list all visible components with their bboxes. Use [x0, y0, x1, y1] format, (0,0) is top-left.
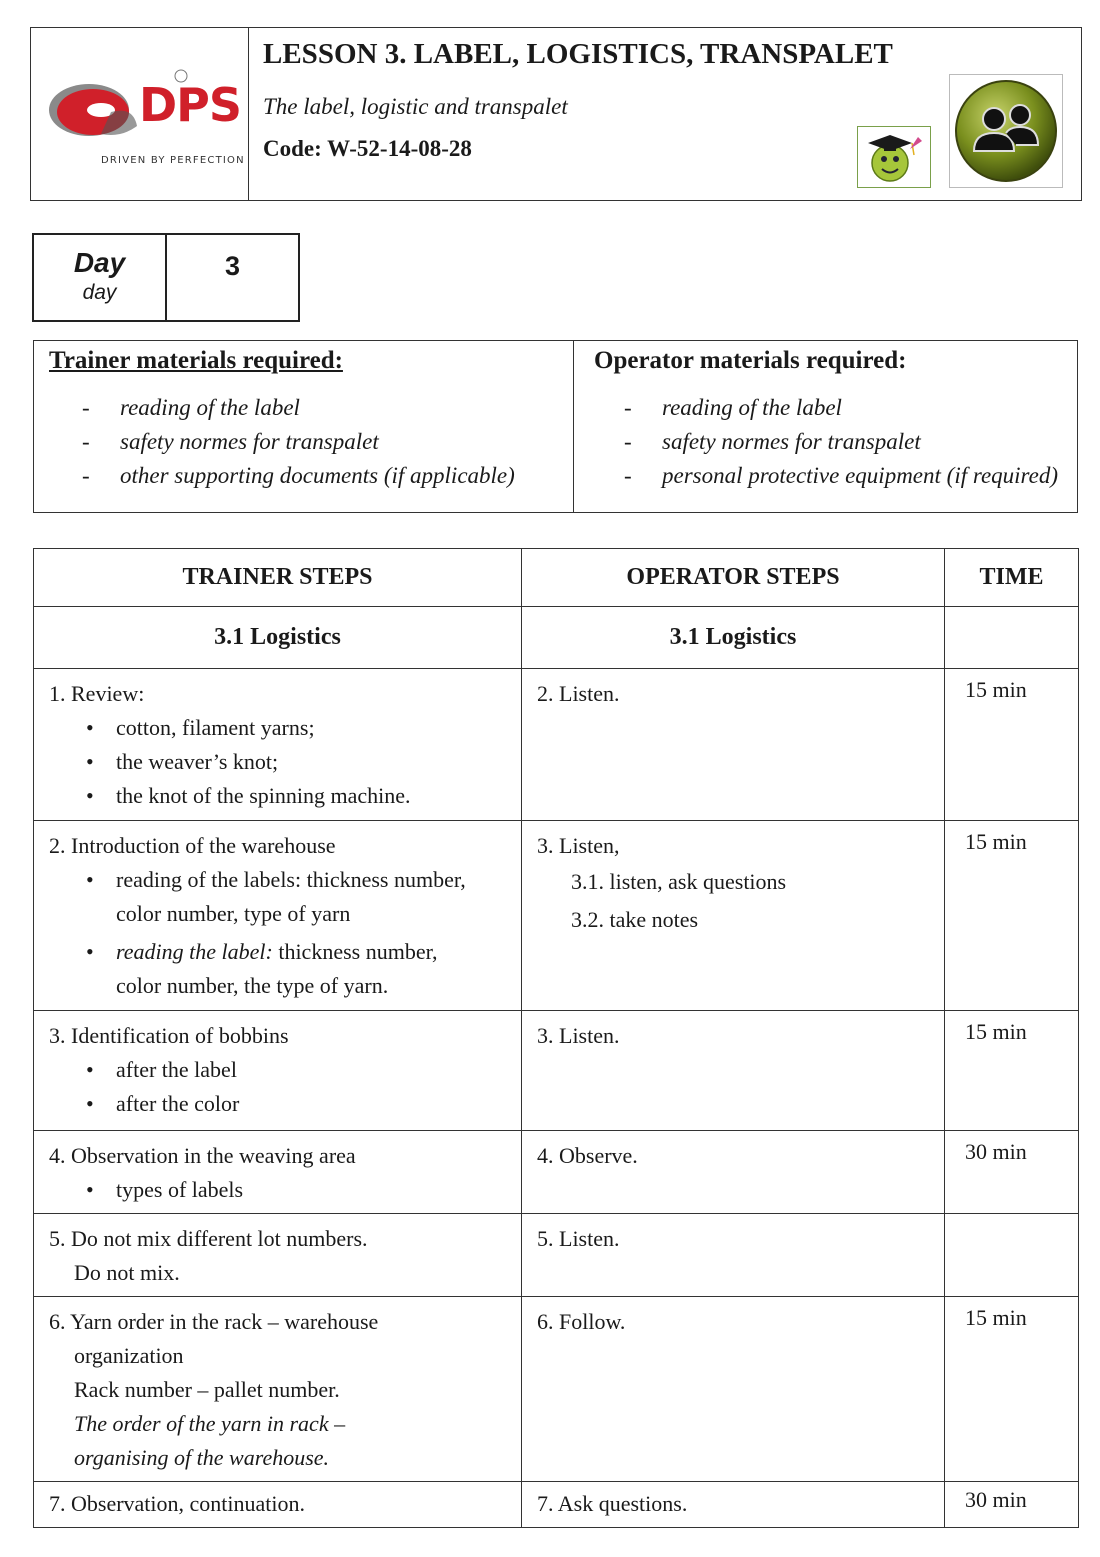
table-row	[34, 1131, 1079, 1214]
bullet-item: • the knot of the spinning machine.	[49, 779, 507, 813]
trainer-step-cell: 2. Introduction of the warehouse • reading of the labels: thickness number, color number, type of yarn • reading the label: thickness number, color number, the type of yarn.	[34, 821, 522, 1011]
operator-materials-list	[624, 391, 1058, 493]
bullet-item: • types of labels	[49, 1173, 507, 1207]
lesson-header	[30, 27, 1082, 201]
time-header: TIME	[945, 549, 1079, 607]
trainer-step-cell: 7. Observation, continuation.	[34, 1482, 522, 1528]
operator-step-cell: 4. Observe.	[522, 1131, 945, 1214]
bullet-item: • cotton, filament yarns;	[49, 711, 507, 745]
trainer-step-cell: 5. Do not mix different lot numbers. Do not mix.	[34, 1214, 522, 1297]
table-row	[34, 1214, 1079, 1297]
operator-step-cell: 7. Ask questions.	[522, 1482, 945, 1528]
time-cell: 30 min	[945, 1131, 1079, 1214]
bullet-item: • after the color	[49, 1087, 507, 1121]
time-cell: 15 min	[945, 1297, 1079, 1482]
list-item: - safety normes for transpalet	[82, 429, 379, 454]
bullet-item: • reading of the labels: thickness number,	[49, 863, 507, 897]
company-logo	[31, 28, 249, 200]
trainer-steps-header: TRAINER STEPS	[34, 549, 522, 607]
lesson-subtitle: The label, logistic and transpalet	[263, 94, 568, 119]
logo-tagline: DRIVEN BY PERFECTION	[101, 155, 245, 166]
table-row	[34, 1011, 1079, 1131]
day-label-small: day	[82, 281, 117, 304]
operator-step-cell: 2. Listen.	[522, 669, 945, 821]
time-cell: 15 min	[945, 669, 1079, 821]
table-row	[34, 669, 1079, 821]
trainer-step-cell: 6. Yarn order in the rack – warehouse organization Rack number – pallet number. The order of the yarn in rack – organising of the warehouse.	[34, 1297, 522, 1482]
materials-box	[33, 340, 1078, 513]
title-area	[249, 28, 1081, 200]
graduate-smiley-icon	[857, 126, 931, 188]
operator-section-title: 3.1 Logistics	[522, 607, 945, 669]
sub-item: 3.1. listen, ask questions	[571, 869, 787, 894]
trainer-materials-heading: Trainer materials required:	[49, 347, 343, 374]
people-group-icon	[949, 74, 1063, 188]
time-section-cell	[945, 607, 1079, 669]
list-item: - reading of the label	[624, 395, 842, 420]
bullet-item: • after the label	[49, 1053, 507, 1087]
time-cell: 15 min	[945, 821, 1079, 1011]
day-label-cell	[34, 235, 167, 320]
table-row	[34, 1482, 1079, 1528]
operator-step-cell: 5. Listen.	[522, 1214, 945, 1297]
lesson-code: Code: W-52-14-08-28	[263, 136, 472, 161]
table-row	[34, 821, 1079, 1011]
day-box	[32, 233, 300, 322]
section-row	[34, 607, 1079, 669]
list-item: - safety normes for transpalet	[624, 429, 921, 454]
logo-text: DPS	[139, 78, 242, 132]
operator-step-cell: 3. Listen.	[522, 1011, 945, 1131]
trainer-step-cell: 4. Observation in the weaving area • types of labels	[34, 1131, 522, 1214]
operator-materials-heading: Operator materials required:	[594, 347, 907, 374]
steps-table	[33, 548, 1079, 1528]
lesson-title: LESSON 3. LABEL, LOGISTICS, TRANSPALET	[263, 38, 893, 70]
trainer-section-title: 3.1 Logistics	[34, 607, 522, 669]
list-item: - personal protective equipment (if required)	[624, 463, 1059, 488]
operator-materials	[574, 341, 1077, 512]
trainer-step-cell: 3. Identification of bobbins • after the label • after the color	[34, 1011, 522, 1131]
table-header-row	[34, 549, 1079, 607]
table-row	[34, 1297, 1079, 1482]
time-cell: 15 min	[945, 1011, 1079, 1131]
bullet-item: • reading the label: thickness number,	[49, 935, 507, 969]
list-item: - reading of the label	[82, 395, 300, 420]
time-cell: 30 min	[945, 1482, 1079, 1528]
day-label: Day	[73, 247, 126, 278]
time-cell	[945, 1214, 1079, 1297]
day-value: 3	[224, 251, 241, 281]
operator-step-cell: 6. Follow.	[522, 1297, 945, 1482]
trainer-materials-list	[82, 391, 515, 493]
sub-item: 3.2. take notes	[571, 907, 699, 932]
trainer-step-cell: 1. Review: • cotton, filament yarns; • the weaver’s knot; • the knot of the spinning machine.	[34, 669, 522, 821]
list-item: - other supporting documents (if applicable)	[82, 463, 515, 488]
operator-steps-header: OPERATOR STEPS	[522, 549, 945, 607]
trainer-materials	[34, 341, 574, 512]
operator-step-cell: 3. Listen, 3.1. listen, ask questions 3.2. take notes	[522, 821, 945, 1011]
bullet-item: • the weaver’s knot;	[49, 745, 507, 779]
